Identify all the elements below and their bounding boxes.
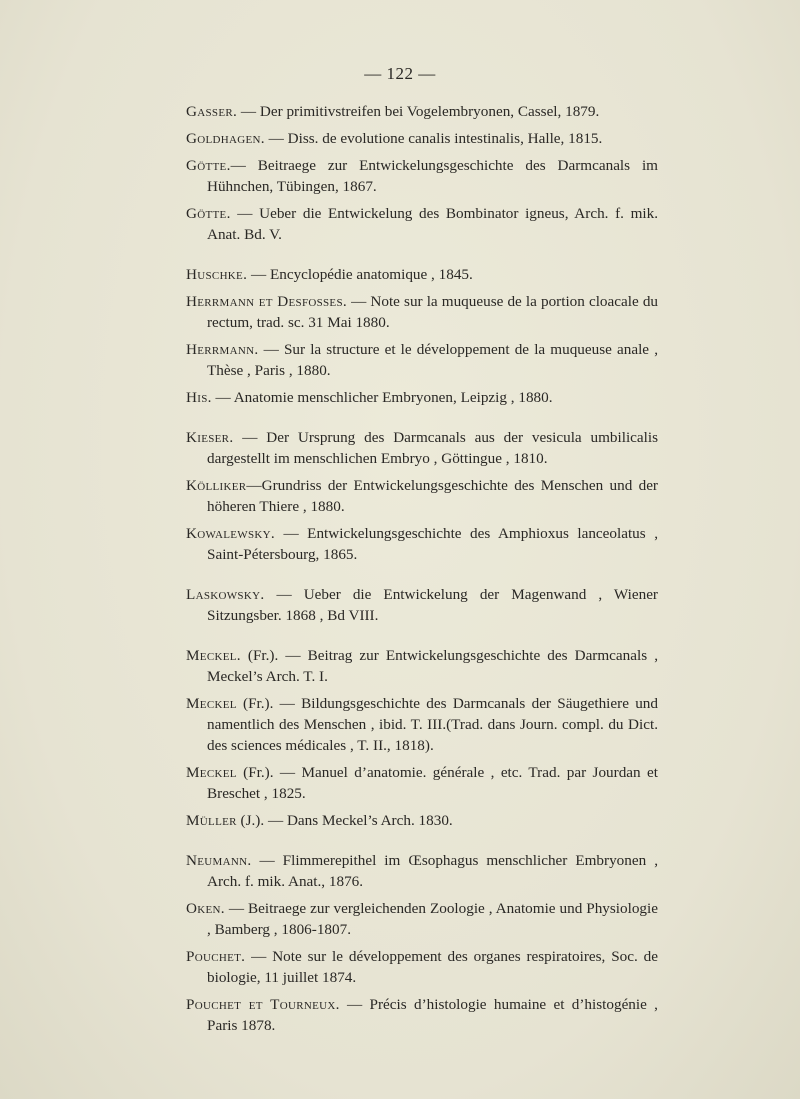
bibliography-entry xyxy=(186,584,658,626)
author-name: His. xyxy=(186,389,212,406)
author-name: Meckel. xyxy=(186,647,241,664)
author-name: Pouchet. xyxy=(186,948,246,965)
author-name: Kölliker xyxy=(186,477,247,494)
entry-text: — Sur la structure et le développement de la muqueuse anale , Thèse , Paris , 1880. xyxy=(207,341,658,379)
entry-text: — Diss. de evolutione canalis intestinalis, Halle, 1815. xyxy=(264,130,603,147)
bibliography-list xyxy=(186,101,658,1042)
entry-text: (J.). — Dans Meckel’s Arch. 1830. xyxy=(236,812,453,829)
entry-text: — Der Ursprung des Darmcanals aus der vesicula umbilicalis dargestellt im menschlichen Embryo , Göttingue , 1810. xyxy=(207,429,658,467)
author-name: Kowalewsky. xyxy=(186,525,275,542)
bibliography-entry xyxy=(186,264,658,285)
bibliography-entry xyxy=(186,693,658,756)
bibliography-entry xyxy=(186,387,658,408)
bibliography-entry xyxy=(186,645,658,687)
author-name: Neumann. xyxy=(186,852,252,869)
bibliography-entry xyxy=(186,128,658,149)
author-name: Kieser. xyxy=(186,429,234,446)
bibliography-entry xyxy=(186,810,658,831)
bibliography-entry xyxy=(186,946,658,988)
entry-text: — Flimmerepithel im Œsophagus menschlicher Embryonen , Arch. f. mik. Anat., 1876. xyxy=(207,852,658,890)
author-name: Huschke. xyxy=(186,266,248,283)
author-name: Pouchet et Tourneux. xyxy=(186,996,340,1013)
author-name: Herrmann et Desfosses. xyxy=(186,293,347,310)
entry-text: — Ueber die Entwickelung der Magenwand , Wiener Sitzungsber. 1868 , Bd VIII. xyxy=(207,586,658,624)
author-name: Meckel xyxy=(186,695,237,712)
bibliography-entry xyxy=(186,523,658,565)
bibliography-entry xyxy=(186,994,658,1036)
entry-text: —Grundriss der Entwickelungsgeschichte des Menschen und der höheren Thiere , 1880. xyxy=(207,477,658,515)
entry-text: — Anatomie menschlicher Embryonen, Leipzig , 1880. xyxy=(211,389,553,406)
bibliography-entry xyxy=(186,203,658,245)
author-name: Herrmann. xyxy=(186,341,259,358)
bibliography-entry xyxy=(186,101,658,122)
entry-text: (Fr.). — Beitrag zur Entwickelungsgeschichte des Darmcanals , Meckel’s Arch. T. I. xyxy=(207,647,658,685)
author-name: Meckel xyxy=(186,764,237,781)
bibliography-entry xyxy=(186,850,658,892)
author-name: Laskowsky. xyxy=(186,586,265,603)
bibliography-entry xyxy=(186,155,658,197)
bibliography-entry xyxy=(186,898,658,940)
author-name: Müller xyxy=(186,812,237,829)
entry-text: — Encyclopédie anatomique , 1845. xyxy=(247,266,473,283)
bibliography-entry xyxy=(186,762,658,804)
author-name: Goldhagen. xyxy=(186,130,265,147)
author-name: Oken. xyxy=(186,900,225,917)
entry-text: (Fr.). — Bildungsgeschichte des Darmcanals der Säugethiere und namentlich des Menschen , ibid. T. III.(Trad. dans Journ. compl. du Dict. des sciences médicales , T. II., 1818). xyxy=(207,695,658,754)
bibliography-entry xyxy=(186,475,658,517)
author-name: Gasser. xyxy=(186,103,238,120)
entry-text: — Entwickelungsgeschichte des Amphioxus lanceolatus , Saint-Pétersbourg, 1865. xyxy=(207,525,658,563)
entry-text: — Beitraege zur Entwickelungsgeschichte des Darmcanals im Hühnchen, Tübingen, 1867. xyxy=(207,157,658,195)
entry-text: — Note sur le développement des organes respiratoires, Soc. de biologie, 11 juillet 1874. xyxy=(207,948,658,986)
entry-text: — Beitraege zur vergleichenden Zoologie , Anatomie und Physiologie , Bamberg , 1806-1807. xyxy=(207,900,658,938)
entry-text: — Ueber die Entwickelung des Bombinator igneus, Arch. f. mik. Anat. Bd. V. xyxy=(207,205,658,243)
bibliography-entry xyxy=(186,339,658,381)
entry-text: — Note sur la muqueuse de la portion cloacale du rectum, trad. sc. 31 Mai 1880. xyxy=(207,293,659,331)
entry-text: — Der primitivstreifen bei Vogelembryonen, Cassel, 1879. xyxy=(237,103,600,120)
entry-text: (Fr.). — Manuel d’anatomie. générale , etc. Trad. par Jourdan et Breschet , 1825. xyxy=(207,764,658,802)
author-name: Götte. xyxy=(186,157,231,174)
bibliography-entry xyxy=(186,427,658,469)
page-number: — 122 — xyxy=(364,64,436,83)
entry-text: — Précis d’histologie humaine et d’histogénie , Paris 1878. xyxy=(207,996,658,1034)
author-name: Götte. xyxy=(186,205,231,222)
bibliography-entry xyxy=(186,291,658,333)
